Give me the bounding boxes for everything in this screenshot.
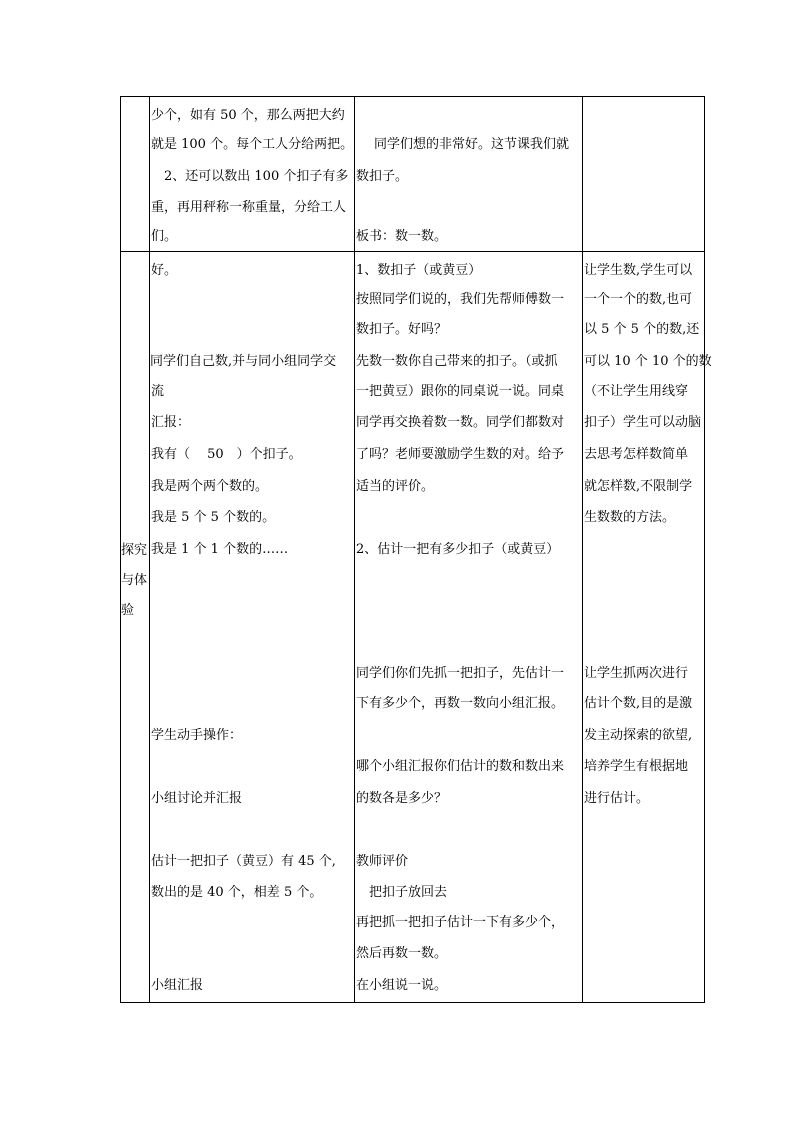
text-line: 们。 bbox=[151, 229, 178, 244]
stage-cell bbox=[121, 97, 150, 252]
design-intent-cell bbox=[583, 252, 712, 1003]
text-line: 重，再用秤称一称重量，分给工人 bbox=[151, 200, 347, 215]
text-line: 让学生数,学生可以 bbox=[584, 263, 693, 278]
text-line: 在小组说一说。 bbox=[356, 978, 448, 993]
design-intent-cell bbox=[583, 97, 705, 252]
text-line: 以 5 个 5 个的数,还 bbox=[584, 322, 700, 337]
text-line: 就怎样数,不限制学 bbox=[584, 479, 693, 494]
text-line: 流 bbox=[151, 384, 165, 399]
text-line: 同学们想的非常好。这节课我们就 bbox=[374, 137, 570, 152]
text-line: 小组汇报 bbox=[151, 978, 204, 993]
text-line: 我是两个两个数的。 bbox=[151, 479, 269, 494]
text-line: 2、还可以数出 100 个扣子有多 bbox=[151, 169, 349, 184]
text-line: 好。 bbox=[151, 263, 178, 278]
stage-label: 探究 bbox=[121, 543, 148, 558]
text-line: 扣子）学生可以动脑 bbox=[584, 415, 702, 430]
text-line: 少个，如有 50 个，那么两把大约 bbox=[151, 108, 345, 123]
text-line: 一把黄豆）跟你的同桌说一说。同桌 bbox=[356, 384, 565, 399]
text-line: 让学生抓两次进行 bbox=[584, 666, 689, 681]
text-line: 1、数扣子（或黄豆） bbox=[356, 263, 482, 278]
table-row bbox=[121, 97, 705, 252]
teacher-activity-cell bbox=[355, 97, 583, 252]
text-line: 教师评价 bbox=[356, 854, 409, 869]
stage-label: 与体 bbox=[121, 573, 148, 588]
text-line: 培养学生有根据地 bbox=[584, 759, 689, 774]
text-line: 我有（ 50 ）个扣子。 bbox=[151, 447, 302, 462]
text-line: 发主动探索的欲望, bbox=[584, 728, 693, 743]
text-line: 的数各是多少？ bbox=[356, 791, 448, 806]
text-line: 再把抓一把扣子估计一下有多少个， bbox=[356, 915, 565, 930]
teacher-activity-cell bbox=[355, 252, 583, 1003]
text-line: 进行估计。 bbox=[584, 791, 650, 806]
text-line: 小组讨论并汇报 bbox=[151, 791, 243, 806]
text-line: 可以 10 个 10 个的数 bbox=[584, 354, 712, 369]
text-line: 生数数的方法。 bbox=[584, 510, 676, 525]
text-line: 按照同学们说的，我们先帮师傅数一 bbox=[356, 292, 565, 307]
text-line: 然后再数一数。 bbox=[356, 946, 448, 961]
text-line: 同学再交换着数一数。同学们都数对 bbox=[356, 415, 565, 430]
text-line: 我是 5 个 5 个数的。 bbox=[151, 510, 276, 525]
text-line: 估计一把扣子（黄豆）有 45 个, bbox=[151, 854, 336, 869]
text-line: 把扣子放回去 bbox=[356, 885, 448, 900]
text-line: 估计个数,目的是激 bbox=[584, 696, 693, 711]
lesson-plan-table bbox=[120, 96, 712, 1003]
text-line: 一个一个的数,也可 bbox=[584, 292, 693, 307]
text-line: 数扣子。 bbox=[356, 169, 409, 184]
text-line: 了吗？老师要激励学生数的对。给予 bbox=[356, 447, 565, 462]
text-line: 学生动手操作： bbox=[151, 728, 243, 743]
text-line: 汇报： bbox=[151, 415, 191, 430]
text-line: 先数一数你自己带来的扣子。（或抓 bbox=[356, 354, 558, 369]
student-activity-cell bbox=[150, 252, 355, 1003]
stage-label: 验 bbox=[121, 603, 135, 618]
stage-cell bbox=[121, 252, 150, 1003]
text-line: 同学们自己数,并与同小组同学交 bbox=[150, 354, 337, 369]
text-line: 适当的评价。 bbox=[356, 479, 435, 494]
text-line: 去思考怎样数简单 bbox=[584, 447, 689, 462]
text-line: 板书：数一数。 bbox=[356, 229, 448, 244]
text-line: 就是 100 个。每个工人分给两把。 bbox=[151, 137, 354, 152]
text-line: 2、估计一把有多少扣子（或黄豆） bbox=[356, 542, 560, 557]
text-line: 同学们你们先抓一把扣子，先估计一 bbox=[356, 666, 565, 681]
text-line: 我是 1 个 1 个数的…… bbox=[151, 542, 289, 557]
text-line: 下有多少个，再数一数向小组汇报。 bbox=[356, 696, 565, 711]
table-row bbox=[121, 252, 705, 1003]
text-line: 数扣子。好吗？ bbox=[356, 322, 448, 337]
student-activity-cell bbox=[150, 97, 355, 252]
text-line: 数出的是 40 个，相差 5 个。 bbox=[151, 885, 323, 900]
text-line: 哪个小组汇报你们估计的数和数出来 bbox=[356, 759, 565, 774]
text-line: （不让学生用线穿 bbox=[584, 384, 689, 399]
